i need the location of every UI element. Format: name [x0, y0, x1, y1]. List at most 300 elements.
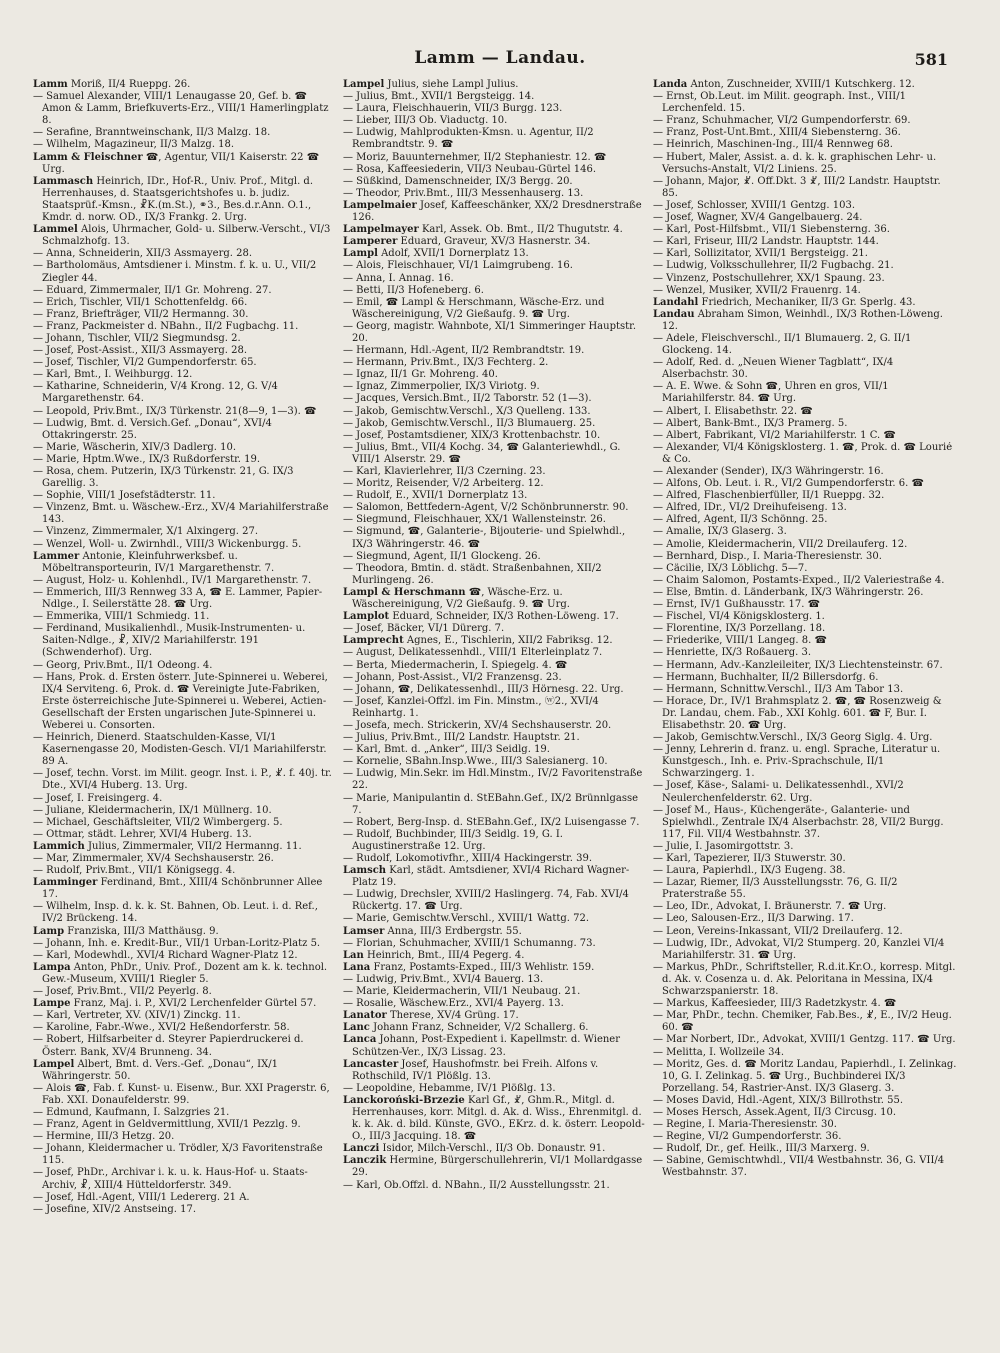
entry-text: — Chaim Salomon, Postamts-Exped., II/2 Valeriestraße 4. [653, 574, 945, 586]
directory-entry [33, 418, 339, 442]
directory-entry [343, 998, 649, 1010]
entry-text: — Theodora, Bmtin. d. städt. Straßenbahnen, XII/2 Murlingeng. 26. [343, 562, 602, 586]
directory-entry [653, 913, 959, 925]
entry-text: Abraham Simon, Weinhdl., IX/3 Rothen-Löweng. 12. [662, 308, 943, 332]
entry-text: Karl Gf., ☧, Ghm.R., Mitgl. d. Herrenhauses, korr. Mitgl. d. Ak. d. Wiss., Ehrenmitgl. d. k. k. Ak. d. bild. Künste, GVO., EKrz. d. k. österr. Leopold-O., III/3 Jacquing. 18. ☎ [352, 1094, 645, 1143]
entry-text: Julius, siehe Lampl Julius. [387, 79, 519, 90]
entry-text: Heinrich, Bmt., III/4 Pegerg. 4. [366, 949, 525, 961]
entry-text: — Josef, PhDr., Archivar i. k. u. k. Haus-Hof- u. Staats-Archiv, ☧, XIII/4 Hütteldorferstr. 349. [33, 1167, 308, 1191]
directory-entry [33, 865, 339, 877]
directory-entry [343, 103, 649, 115]
directory-entry [343, 514, 649, 526]
entry-text: — Leo, IDr., Advokat, I. Bräunerstr. 7. ☎ Urg. [653, 901, 887, 913]
directory-entry [343, 829, 649, 853]
entry-text: — Josef, Tischler, VI/2 Gumpendorferstr. 65. [33, 357, 257, 369]
directory-entry [653, 152, 959, 176]
entry-text: — Anna, Schneiderin, XII/3 Assmayerg. 28. [33, 248, 253, 260]
entry-surname: Lammich [33, 840, 85, 852]
entry-text: — Ferdinand, Musikalienhdl., Musik-Instrumenten- u. Saiten-Ndlge., ☧, XIV/2 Mariahilferstr. 191 (Schwenderhof). Urg. [33, 623, 306, 659]
entry-text: — Heinrich, Maschinen-Ing., III/4 Rennweg 68. [653, 139, 893, 151]
directory-entry [343, 1180, 649, 1192]
entry-text: — Josef, Postamtsdiener, XIX/3 Krottenbachstr. 10. [343, 429, 601, 441]
entry-text: — Karl, Bmt. d. „Anker“, III/3 Seidlg. 19. [343, 744, 550, 756]
directory-entry [343, 466, 649, 478]
entry-text: — Regine, VI/2 Gumpendorferstr. 36. [653, 1131, 842, 1143]
entry-text: — Alfred, IDr., VI/2 Dreihufeiseng. 13. [653, 502, 847, 514]
directory-entry [343, 1059, 649, 1083]
directory-entry [33, 152, 339, 176]
directory-entry [343, 345, 649, 357]
directory-entry [343, 164, 649, 176]
entry-text: — Ludwig, Volksschullehrer, II/2 Fugbachg. 21. [653, 260, 894, 272]
directory-entry [343, 152, 649, 164]
entry-surname: Lampel [343, 79, 385, 90]
entry-text: — Karl, Bmt., I. Weihburgg. 12. [33, 369, 193, 381]
entry-text: — Rudolf, Buchbinder, III/3 Seidlg. 19, G. I. Augustinerstraße 12. Urg. [343, 828, 563, 852]
entry-text: — Karl, Tapezierer, II/3 Stuwerstr. 30. [653, 853, 846, 864]
entry-text: — Else, Bmtin. d. Länderbank, IX/3 Währingerstr. 26. [653, 586, 924, 598]
entry-text: Franziska, III/3 Matthäusg. 9. [67, 925, 219, 937]
entry-surname: Lanczik [343, 1155, 387, 1167]
entry-text: — Sigmund, ☎, Galanterie-, Bijouterie- und Spielwhdl., IX/3 Währingerstr. 46. ☎ [343, 526, 626, 550]
entry-text: — Sabine, Gemischtwhdl., VII/4 Westbahnstr. 36, G. VII/4 Westbahnstr. 37. [653, 1155, 945, 1179]
entry-text: — Florian, Schuhmacher, XVIII/1 Schumanng. 73. [343, 937, 596, 949]
entry-text: — Hermann, Schnittw.Verschl., II/3 Am Tabor 13. [653, 683, 904, 695]
directory-entry [653, 563, 959, 575]
entry-text: — Wilhelm, Insp. d. k. k. St. Bahnen, Ob. Leut. i. d. Ref., IV/2 Brückeng. 14. [33, 901, 318, 925]
column-middle [343, 79, 649, 1192]
directory-entry [653, 623, 959, 635]
directory-entry [33, 768, 339, 792]
entry-text: — Cäcilie, IX/3 Löblichg. 5—7. [653, 562, 808, 574]
directory-entry [33, 1083, 339, 1107]
entry-text: — Johann, Kleidermacher u. Trödler, X/3 Favoritenstraße 115. [33, 1143, 323, 1167]
entry-surname: Lanator [343, 1010, 387, 1022]
entry-text: — Marie, Wäscherin, XIV/3 Dadlerg. 10. [33, 441, 237, 453]
entry-surname: Lampelmaier [343, 199, 417, 211]
entry-surname: Lampe [33, 998, 71, 1010]
entry-text: — Rosa, Kaffeesiederin, VII/3 Neubau-Gürtel 146. [343, 163, 597, 175]
directory-entry [653, 406, 959, 418]
directory-entry [343, 321, 649, 345]
entry-text: — Moses Hersch, Assek.Agent, II/3 Circusg. 10. [653, 1106, 897, 1118]
entry-text: — Albert, I. Elisabethstr. 22. ☎ [653, 405, 813, 417]
entry-text: Franz, Postamts-Exped., III/3 Wehlistr. 159. [373, 961, 595, 973]
directory-entry [343, 526, 649, 550]
directory-entry [33, 345, 339, 357]
entry-surname: Lamsch [343, 865, 387, 877]
entry-text: — Sophie, VIII/1 Josefstädterstr. 11. [33, 490, 216, 502]
entry-text: — Rudolf, Dr., gef. Heilk., III/3 Marxerg. 9. [653, 1143, 870, 1155]
entry-text: — Bernhard, Disp., I. Maria-Theresienstr. 30. [653, 550, 882, 562]
directory-entry [653, 176, 959, 200]
entry-surname: Lamser [343, 925, 385, 937]
directory-entry [33, 829, 339, 841]
directory-entry [33, 490, 339, 502]
entry-surname: Lammasch [33, 175, 94, 187]
directory-entry [653, 841, 959, 853]
entry-text: — Ludwig, Mahlprodukten-Kmsn. u. Agentur, II/2 Rembrandtstr. 9. ☎ [343, 127, 594, 151]
entry-surname: Lampel [33, 1058, 75, 1070]
directory-entry [33, 285, 339, 297]
entry-surname: Lampl & Herschmann [343, 586, 466, 598]
entry-text: — Leon, Vereins-Inkassant, VII/2 Dreilauferg. 12. [653, 925, 903, 937]
entry-text: — Josef, Priv.Bmt., VII/2 Peyerlg. 8. [33, 986, 212, 998]
directory-entry [33, 732, 339, 768]
directory-entry [33, 454, 339, 466]
directory-entry [343, 1010, 649, 1022]
directory-entry [653, 466, 959, 478]
directory-entry [653, 1095, 959, 1107]
entry-text: — Jenny, Lehrerin d. franz. u. engl. Sprache, Literatur u. Kunstgesch., Inh. e. Priv.-Sprachschule, II/1 Schwarzingerg. 1. [653, 744, 941, 780]
directory-entry [343, 91, 649, 103]
entry-text: — Markus, PhDr., Schriftsteller, R.d.it.Kr.O., korresp. Mitgl. d. Ak. v. Cosenza u. d. Ak. Peloritana in Messina, IX/4 Schwarzspanierstr. 18. [653, 961, 956, 998]
directory-entry [33, 793, 339, 805]
entry-text: — Franz, Post-Unt.Bmt., XIII/4 Siebensterng. 36. [653, 127, 901, 139]
directory-entry [653, 599, 959, 611]
directory-entry [343, 926, 649, 938]
entry-text: — Marie, Kleidermacherin, VII/1 Neubaug. 21. [343, 986, 581, 998]
directory-entry [33, 369, 339, 381]
directory-entry [33, 1167, 339, 1191]
entry-surname: Lamp [33, 925, 65, 937]
entry-surname: Lana [343, 961, 371, 973]
entry-text: — Theodor, Priv.Bmt., III/3 Messenhauserg. 13. [343, 187, 584, 199]
directory-entry [653, 273, 959, 285]
directory-entry [343, 442, 649, 466]
entry-text: Ferdinand, Bmt., XIII/4 Schönbrunner Allee 17. [42, 877, 323, 901]
entry-text: — Josef, Hdl.-Agent, VIII/1 Ledererg. 21 A. [33, 1191, 250, 1203]
entry-text: ☎, Wäsche-Erz. u. Wäschereinigung, V/2 Gießaufg. 9. ☎ Urg. [352, 586, 570, 611]
entry-surname: Landahl [653, 296, 699, 308]
directory-entry [33, 1204, 339, 1216]
directory-entry [33, 877, 339, 901]
entry-text: — Rosalie, Wäschew.Erz., XVI/4 Payerg. 13. [343, 998, 564, 1010]
directory-entry [653, 212, 959, 224]
directory-entry [33, 998, 339, 1010]
entry-text: — Karl, Post-Hilfsbmt., VII/1 Siebensterng. 36. [653, 224, 890, 236]
entry-text: — Josef, techn. Vorst. im Milit. geogr. Inst. i. P., ☧. f. 40j. tr. Dte., XVI/4 Huberg. 13. Urg. [33, 768, 332, 792]
directory-entry [653, 551, 959, 563]
entry-surname: Lanckoroński-Brzezie [343, 1094, 465, 1106]
directory-entry [343, 430, 649, 442]
directory-entry [33, 1034, 339, 1058]
directory-entry [653, 684, 959, 696]
entry-text: — Marie, Gemischtw.Verschl., XVIII/1 Wattg. 72. [343, 913, 590, 925]
entry-text: — Serafine, Branntweinschank, II/3 Malzg. 18. [33, 127, 271, 139]
entry-text: — Vinzenz, Bmt. u. Wäschew.-Erz., XV/4 Mariahilferstraße 143. [33, 502, 329, 526]
directory-entry [343, 1022, 649, 1034]
entry-text: — Henriette, IX/3 Roßauerg. 3. [653, 647, 812, 659]
directory-entry [653, 333, 959, 357]
entry-text: — Edmund, Kaufmann, I. Salzgries 21. [33, 1106, 230, 1118]
entry-text: — Johann, ☎, Delikatessenhdl., III/3 Hörnesg. 22. Urg. [343, 683, 624, 695]
directory-entry [653, 865, 959, 877]
directory-entry [33, 551, 339, 575]
entry-text: — Jakob, Gemischtw.Verschl., X/3 Quelleng. 133. [343, 405, 591, 417]
entry-text: Anna, III/3 Erdbergstr. 55. [387, 925, 522, 937]
directory-entry [343, 285, 649, 297]
page-header [0, 48, 1000, 78]
entry-text: — Ignaz, II/1 Gr. Mohreng. 40. [343, 369, 498, 381]
directory-entry [33, 938, 339, 950]
directory-entry [653, 430, 959, 442]
directory-entry [653, 357, 959, 381]
entry-surname: Lamm & Fleischner [33, 151, 143, 163]
entry-text: — Vinzenz, Postschullehrer, XX/1 Spaung. 23. [653, 272, 885, 284]
entry-text: — Mar Norbert, IDr., Advokat, XVIII/1 Gentzg. 117. ☎ Urg. [653, 1034, 956, 1046]
directory-entry [343, 986, 649, 998]
entry-text: — Wenzel, Woll- u. Zwirnhdl., VIII/3 Wickenburgg. 5. [33, 538, 302, 550]
running-title: Lamm — Landau. [414, 48, 586, 68]
entry-surname: Lampa [33, 961, 71, 973]
entry-surname: Lamplot [343, 611, 390, 623]
entry-surname: Lammel [33, 224, 78, 236]
entry-text: — Jakob, Gemischtw.Verschl., II/3 Blumauerg. 25. [343, 417, 596, 429]
entry-text: Adolf, XVII/1 Dornerplatz 13. [381, 248, 529, 260]
directory-entry [33, 1131, 339, 1143]
entry-text: Karl, Assek. Ob. Bmt., II/2 Thugutstr. 4. [421, 224, 623, 236]
entry-text: — Siegmund, Agent, II/1 Glockeng. 26. [343, 550, 541, 562]
directory-entry [343, 587, 649, 611]
entry-surname: Lanc [343, 1022, 370, 1034]
entry-text: Josef, Haushofmstr. bei Freih. Alfons v. Rothschild, IV/1 Plößlg. 13. [352, 1058, 599, 1082]
column-left [33, 79, 339, 1216]
entry-surname: Lamminger [33, 877, 98, 889]
directory-entry [653, 79, 959, 91]
directory-entry [653, 611, 959, 623]
entry-text: — Karl, Modewhdl., XVI/4 Richard Wagner-Platz 12. [33, 949, 298, 961]
directory-entry [343, 224, 649, 236]
directory-entry [343, 768, 649, 792]
directory-entry [33, 224, 339, 248]
entry-text: — Robert, Hilfsarbeiter d. Steyrer Papierdruckerei d. Österr. Bank, XV/4 Brunneng. 34. [33, 1034, 304, 1058]
entry-text: Josef, Kaffeeschänker, XX/2 Dresdnerstraße 126. [352, 199, 642, 224]
directory-entry [33, 79, 339, 91]
directory-entry [33, 502, 339, 526]
entry-text: — Julie, I. Jasomirgottstr. 3. [653, 840, 794, 852]
entry-text: — Salomon, Bettfedern-Agent, V/2 Schönbrunnerstr. 90. [343, 502, 629, 514]
directory-entry [653, 998, 959, 1010]
entry-text: — Wilhelm, Magazineur, II/3 Malzg. 18. [33, 139, 235, 151]
directory-entry [343, 853, 649, 865]
directory-entry [343, 176, 649, 188]
entry-text: — Florentine, IX/3 Porzellang. 18. [653, 623, 826, 635]
directory-entry [343, 127, 649, 151]
column-right [653, 79, 959, 1180]
entry-text: — Franz, Schuhmacher, VI/2 Gumpendorferstr. 69. [653, 115, 911, 127]
directory-entry [343, 611, 649, 623]
entry-surname: Lampl [343, 248, 378, 260]
entry-text: — Michael, Geschäftsleiter, VII/2 Wimbergerg. 5. [33, 816, 283, 828]
directory-entry [33, 297, 339, 309]
directory-entry [653, 502, 959, 514]
directory-entry [653, 1107, 959, 1119]
directory-entry [653, 526, 959, 538]
entry-text: Anton, PhDr., Univ. Prof., Dozent am k. k. technol. Gew.-Museum, XVIII/1 Riegler 5. [42, 961, 328, 985]
directory-entry [343, 756, 649, 768]
directory-entry [33, 1119, 339, 1131]
entry-text: — Johann, Tischler, VII/2 Siegmundsg. 2. [33, 332, 241, 344]
directory-entry [653, 285, 959, 297]
directory-entry [653, 780, 959, 804]
directory-entry [33, 139, 339, 151]
directory-entry [653, 236, 959, 248]
entry-text: — A. E. Wwe. & Sohn ☎, Uhren en gros, VII/1 Mariahilferstr. 84. ☎ Urg. [653, 381, 889, 405]
directory-entry [33, 611, 339, 623]
directory-entry [343, 732, 649, 744]
entry-surname: Landau [653, 308, 695, 320]
entry-text: — Ludwig, Min.Sekr. im Hdl.Minstm., IV/2 Favoritenstraße 22. [343, 768, 643, 792]
entry-text: — Emmerich, III/3 Rennweg 33 A, ☎ E. Lammer, Papier-Ndlge., I. Seilerstätte 28. ☎ Urg. [33, 586, 323, 611]
entry-text: — Karl, Friseur, III/2 Landstr. Hauptstr. 144. [653, 236, 879, 248]
directory-entry [343, 696, 649, 720]
directory-entry [343, 1155, 649, 1179]
directory-entry [653, 418, 959, 430]
page-number: 581 [914, 50, 948, 69]
entry-text: — Karl, Klavierlehrer, II/3 Czerning. 23. [343, 466, 546, 477]
directory-entry [33, 805, 339, 817]
entry-text: — Alfred, Agent, II/3 Schönng. 25. [653, 514, 828, 526]
entry-text: — Josef, Bäcker, VI/1 Dürerg. 7. [343, 623, 505, 635]
directory-entry [343, 950, 649, 962]
entry-text: — Rudolf, Lokomotivfhr., XIII/4 Hackingerstr. 39. [343, 853, 592, 864]
directory-entry [653, 442, 959, 466]
directory-entry [343, 248, 649, 260]
directory-entry [33, 962, 339, 986]
directory-entry [653, 139, 959, 151]
directory-entry [343, 647, 649, 659]
directory-entry [33, 1059, 339, 1083]
entry-text: — Hans, Prok. d. Ersten österr. Jute-Spinnerei u. Weberei, IX/4 Serviteng. 6, Prok. d. ☎ Vereinigte Jute-Fabriken, Erste österreichische Jute-Spinnerei u. Weberei, Actien-Gesellschaft der Ersten ungarischen Jute-Spinnerei u. Weberei u. Consorten. [33, 671, 328, 731]
entry-surname: Lanca [343, 1034, 377, 1046]
entry-text: — Regine, I. Maria-Theresienstr. 30. [653, 1119, 837, 1131]
directory-entry [653, 1155, 959, 1179]
entry-text: — Ottmar, städt. Lehrer, XVI/4 Huberg. 13. [33, 828, 252, 840]
entry-text: — Horace, Dr., IV/1 Brahmsplatz 2. ☎, ☎ Rosenzweig & Dr. Landau, chem. Fab., XXI Kohlg. 601. ☎ F, Bur. I. Elisabethstr. 20. ☎ Urg. [653, 695, 942, 731]
entry-text: — Julius, Bmt., VII/4 Kochg. 34, ☎ Galanteriewhdl., G. VIII/1 Alserstr. 29. ☎ [343, 441, 621, 465]
entry-text: — Rudolf, E., XVII/1 Dornerplatz 13. [343, 490, 528, 502]
entry-text: — Johann, Inh. e. Kredit-Bur., VII/1 Urban-Loritz-Platz 5. [33, 937, 321, 949]
entry-surname: Landa [653, 79, 688, 90]
directory-entry [653, 672, 959, 684]
entry-text: Anton, Zuschneider, XVIII/1 Kutschkerg. 12. [690, 79, 915, 90]
directory-entry [33, 660, 339, 672]
directory-entry [653, 647, 959, 659]
entry-text: — Alois, Fleischhauer, VI/1 Laimgrubeng. 16. [343, 260, 573, 272]
directory-entry [343, 551, 649, 563]
directory-entry [343, 236, 649, 248]
directory-entry [653, 381, 959, 405]
directory-entry [343, 672, 649, 684]
entry-text: — Moses David, Hdl.-Agent, XIX/3 Billrothstr. 55. [653, 1094, 904, 1106]
directory-entry [33, 357, 339, 369]
entry-text: Eduard, Schneider, IX/3 Rothen-Löweng. 17. [392, 611, 619, 623]
entry-text: — Jakob, Gemischtw.Verschl., IX/3 Georg Siglg. 4. Urg. [653, 732, 933, 744]
entry-text: — Erich, Tischler, VII/1 Schottenfeldg. 66. [33, 296, 248, 308]
entry-text: — Franz, Briefträger, VII/2 Hermanng. 30. [33, 308, 249, 320]
entry-text: — Leopold, Priv.Bmt., IX/3 Türkenstr. 21(8—9, 1—3). ☎ [33, 405, 317, 417]
entry-text: Karl, städt. Amtsdiener, XVI/4 Richard Wagner-Platz 19. [352, 865, 630, 889]
directory-entry [33, 91, 339, 127]
directory-entry [653, 309, 959, 333]
directory-entry [653, 696, 959, 732]
entry-text: — Juliane, Kleidermacherin, IX/1 Müllnerg. 10. [33, 804, 272, 816]
directory-entry [33, 1192, 339, 1204]
directory-entry [653, 901, 959, 913]
entry-text: — Heinrich, Dienerd. Staatschulden-Kasse, VI/1 Kasernengasse 20, Modisten-Gesch. VI/1 Mariahilferstr. 89 A. [33, 732, 327, 768]
directory-entry [343, 1034, 649, 1058]
directory-entry [653, 539, 959, 551]
directory-entry [343, 744, 649, 756]
entry-text: — Marie, Manipulantin d. StEBahn.Gef., IX/2 Brünnlgasse 7. [343, 792, 639, 816]
entry-text: — Ludwig, Bmt. d. Versich.Gef. „Donau“, XVI/4 Ottakringerstr. 25. [33, 417, 272, 441]
directory-entry [653, 732, 959, 744]
entry-text: — Josef M., Haus-, Küchengeräte-, Galanterie- und Spielwhdl., Zentrale IX/4 Alserbachstr. 28, VII/2 Burgg. 117, Fil. VII/4 Westbahnstr. 37. [653, 804, 944, 840]
directory-entry [653, 224, 959, 236]
directory-entry [343, 369, 649, 381]
entry-text: — Leopoldine, Hebamme, IV/1 Plößlg. 13. [343, 1082, 556, 1094]
entry-text: — Hermann, Hdl.-Agent, II/2 Rembrandtstr. 19. [343, 345, 585, 357]
entry-surname: Lamm [33, 79, 68, 90]
directory-entry [653, 587, 959, 599]
entry-text: — Hermann, Buchhalter, II/2 Billersdorfg. 6. [653, 671, 879, 683]
entry-text: — Katharine, Schneiderin, V/4 Krong. 12, G. V/4 Margarethenstr. 64. [33, 381, 278, 405]
directory-entry [343, 793, 649, 817]
directory-entry [33, 950, 339, 962]
entry-text: — Karl, Ob.Offzl. d. NBahn., II/2 Ausstellungsstr. 21. [343, 1179, 610, 1191]
entry-text: — Karl, Sollizitator, XVII/1 Bergsteigg. 21. [653, 248, 868, 260]
directory-entry [33, 466, 339, 490]
directory-entry [653, 127, 959, 139]
entry-text: — Adolf, Red. d. „Neuen Wiener Tagblatt“, IX/4 Alserbachstr. 30. [653, 357, 894, 381]
entry-text: — Lieber, III/3 Ob. Viaductg. 10. [343, 115, 508, 127]
directory-entry [343, 1095, 649, 1143]
directory-entry [33, 321, 339, 333]
entry-text: — Melitta, I. Wollzeile 34. [653, 1046, 784, 1058]
directory-entry [343, 478, 649, 490]
entry-text: — Samuel Alexander, VIII/1 Lenaugasse 20, Gef. b. ☎ Amon & Lamm, Briefkuverts-Erz., VIII/1 Hamerlingplatz 8. [33, 91, 329, 127]
directory-entry [343, 913, 649, 925]
entry-surname: Lamprecht [343, 635, 404, 647]
directory-entry [33, 539, 339, 551]
entry-text: Franz, Maj. i. P., XVI/2 Lerchenfelder Gürtel 57. [73, 998, 317, 1010]
entry-text: — Ludwig, Priv.Bmt., XVI/4 Bauerg. 13. [343, 973, 544, 985]
entry-text: — Johann, Post-Assist., VI/2 Franzensg. 23. [343, 671, 562, 683]
directory-entry [343, 817, 649, 829]
directory-entry [653, 575, 959, 587]
entry-surname: Lampelmayer [343, 224, 419, 236]
entry-text: — Emil, ☎ Lampl & Herschmann, Wäsche-Erz. und Wäschereinigung, V/2 Gießaufg. 9. ☎ Urg. [343, 296, 605, 320]
entry-text: — Marie, Hptm.Wwe., IX/3 Rußdorferstr. 19. [33, 453, 261, 465]
entry-text: — Karoline, Fabr.-Wwe., XVI/2 Heßendorferstr. 58. [33, 1022, 290, 1034]
directory-entry [653, 248, 959, 260]
directory-entry [33, 1107, 339, 1119]
entry-text: — Süßkind, Damenschneider, IX/3 Bergg. 20. [343, 175, 573, 187]
entry-text: — Josef, Wagner, XV/4 Gangelbauerg. 24. [653, 212, 863, 224]
directory-entry [343, 200, 649, 224]
directory-entry [33, 333, 339, 345]
entry-text: — Berta, Miedermacherin, I. Spiegelg. 4. ☎ [343, 659, 568, 671]
directory-entry [653, 1143, 959, 1155]
entry-text: — Hermann, Adv.-Kanzleileiter, IX/3 Liechtensteinstr. 67. [653, 659, 943, 671]
entry-text: — Emmerika, VIII/1 Schmiedg. 11. [33, 611, 210, 623]
directory-entry [343, 297, 649, 321]
directory-entry [343, 974, 649, 986]
directory-entry [33, 526, 339, 538]
entry-text: — Georg, magistr. Wahnbote, XI/1 Simmeringer Hauptstr. 20. [343, 320, 637, 344]
directory-entry [653, 1119, 959, 1131]
